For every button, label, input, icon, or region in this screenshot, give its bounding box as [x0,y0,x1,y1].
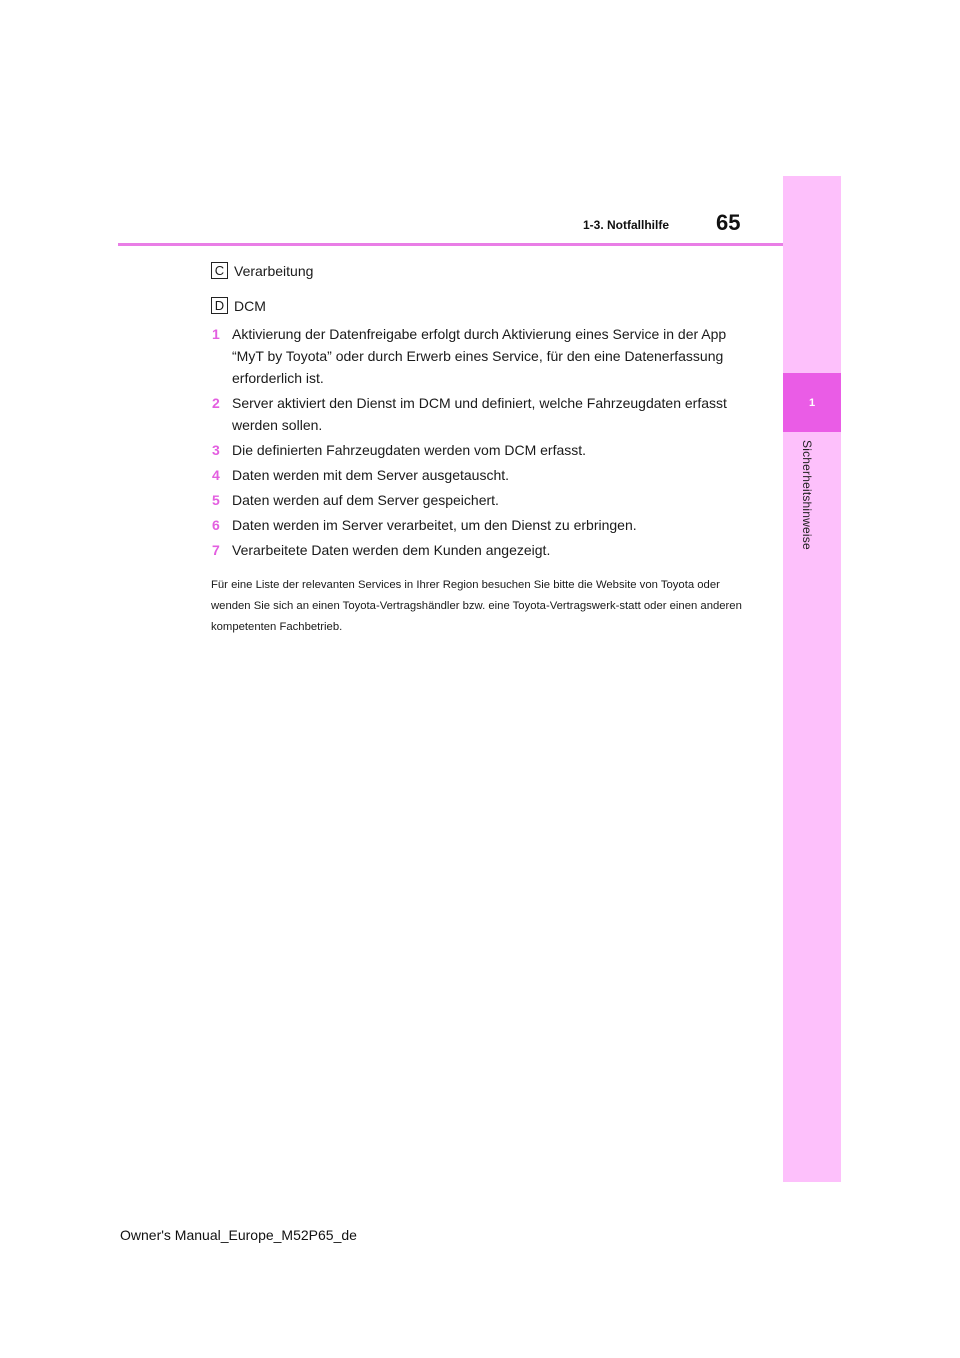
chapter-label: Sicherheitshinweise [800,440,814,550]
header-divider [118,243,783,246]
step-item [212,439,752,461]
step-number: 2 [212,395,220,411]
step-text: Daten werden auf dem Server gespeichert. [232,492,499,508]
step-text: Daten werden im Server verarbeitet, um den Dienst zu erbringen. [232,517,637,533]
label-item [211,297,266,314]
note-text: Für eine Liste der relevanten Services in Ihrer Region besuchen Sie bitte die Website von Toyota oder wenden Sie sich an einen Toyota-Vertragshändler bzw. eine Toyota-Vertragswerk-statt oder einen anderen kompetenten Fachbetrieb. [211,579,742,634]
step-text: Server aktiviert den Dienst im DCM und definiert, welche Fahrzeugdaten erfasst werden sollen. [232,395,727,433]
label-letter-box: C [211,262,228,279]
chapter-side-tab [783,176,841,1182]
step-item [212,539,752,561]
step-item [212,489,752,511]
step-text: Aktivierung der Datenfreigabe erfolgt durch Aktivierung eines Service in der App “MyT by Toyota” oder durch Erwerb eines Service, für den eine Datenerfassung erforderlich ist. [232,326,727,386]
step-number: 1 [212,326,220,342]
label-item [211,262,313,279]
step-item [212,464,752,486]
label-text: Verarbeitung [234,262,314,279]
step-item [212,392,752,436]
page-number: 65 [716,210,741,235]
chapter-number: 1 [808,396,816,409]
label-text: DCM [234,297,266,314]
step-item [212,323,752,389]
step-text: Daten werden mit dem Server ausgetauscht. [232,467,510,483]
step-text: Verarbeitete Daten werden dem Kunden angezeigt. [232,542,551,558]
step-item [212,514,752,536]
step-list [212,323,752,564]
step-text: Die definierten Fahrzeugdaten werden vom DCM erfasst. [232,442,587,458]
step-number: 5 [212,492,220,508]
step-number: 3 [212,442,220,458]
step-number: 7 [212,542,220,558]
step-number: 4 [212,467,220,483]
footer-text: Owner's Manual_Europe_M52P65_de [120,1227,357,1243]
step-number: 6 [212,517,220,533]
section-title: 1-3. Notfallhilfe [583,218,670,232]
label-letter-box: D [211,297,228,314]
